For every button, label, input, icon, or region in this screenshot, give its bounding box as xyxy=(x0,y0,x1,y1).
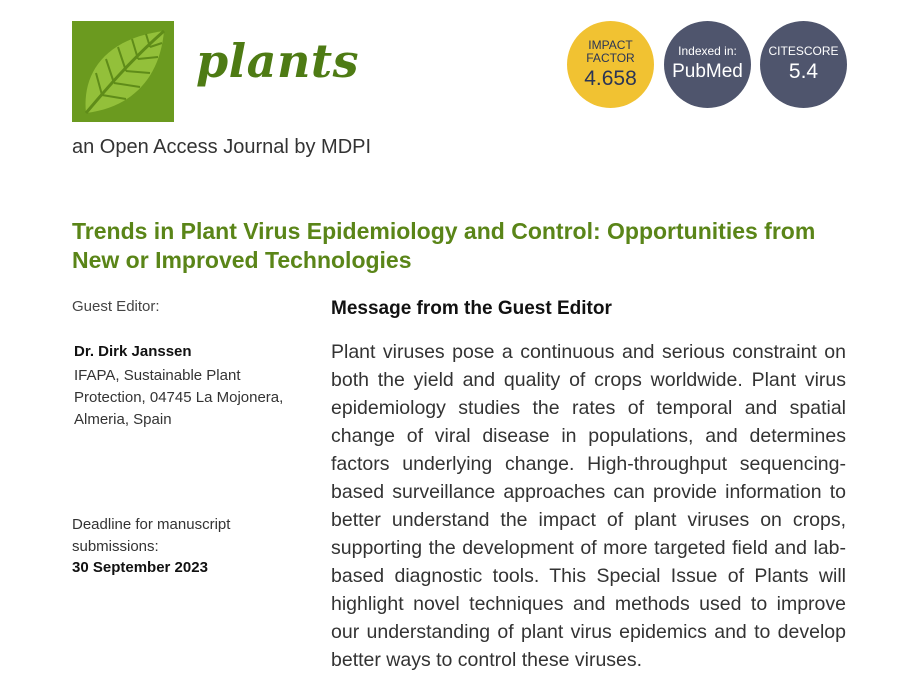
impact-factor-value: 4.658 xyxy=(584,66,637,90)
citescore-label: CITESCORE xyxy=(768,44,839,58)
journal-tagline: an Open Access Journal by MDPI xyxy=(72,136,372,158)
leaf-icon xyxy=(72,21,174,122)
journal-logo xyxy=(72,21,174,122)
deadline-label: Deadline for manuscript submissions: xyxy=(72,516,231,555)
guest-editor-label: Guest Editor: xyxy=(72,298,160,315)
message-body: Plant viruses pose a continuous and serious constraint on both the yield and quality of crops worldwide. Plant virus epidemiology studies the rates of temporal and spatial change of viral disease in populations, and determines factors underlying change. High-throughput sequencing-based surveillance approaches can provide information to better understand the impact of plant viruses on crops, supporting the development of more targeted field and lab-based diagnostic tools. This Special Issue of Plants will highlight novel techniques and methods used to improve our understanding of plant virus epidemics and to develop better ways to control these viruses. xyxy=(331,341,846,671)
editor-affiliation: IFAPA, Sustainable Plant Protection, 04745 La Mojonera, Almeria, Spain xyxy=(74,367,284,428)
deadline-date: 30 September 2023 xyxy=(72,559,208,576)
impact-factor-label: IMPACT FACTOR xyxy=(586,37,635,65)
editor-name: Dr. Dirk Janssen xyxy=(74,343,192,360)
special-issue-title: Trends in Plant Virus Epidemiology and Control: Opportunities from New or Improved Technologies xyxy=(72,218,816,273)
indexed-badge xyxy=(664,21,751,108)
impact-factor-badge xyxy=(567,21,654,108)
citescore-badge xyxy=(760,21,847,108)
indexed-label: Indexed in: xyxy=(678,44,737,58)
journal-name: plants xyxy=(196,34,360,88)
message-heading: Message from the Guest Editor xyxy=(331,298,612,319)
citescore-value: 5.4 xyxy=(788,60,819,83)
indexed-value: PubMed xyxy=(672,61,743,82)
